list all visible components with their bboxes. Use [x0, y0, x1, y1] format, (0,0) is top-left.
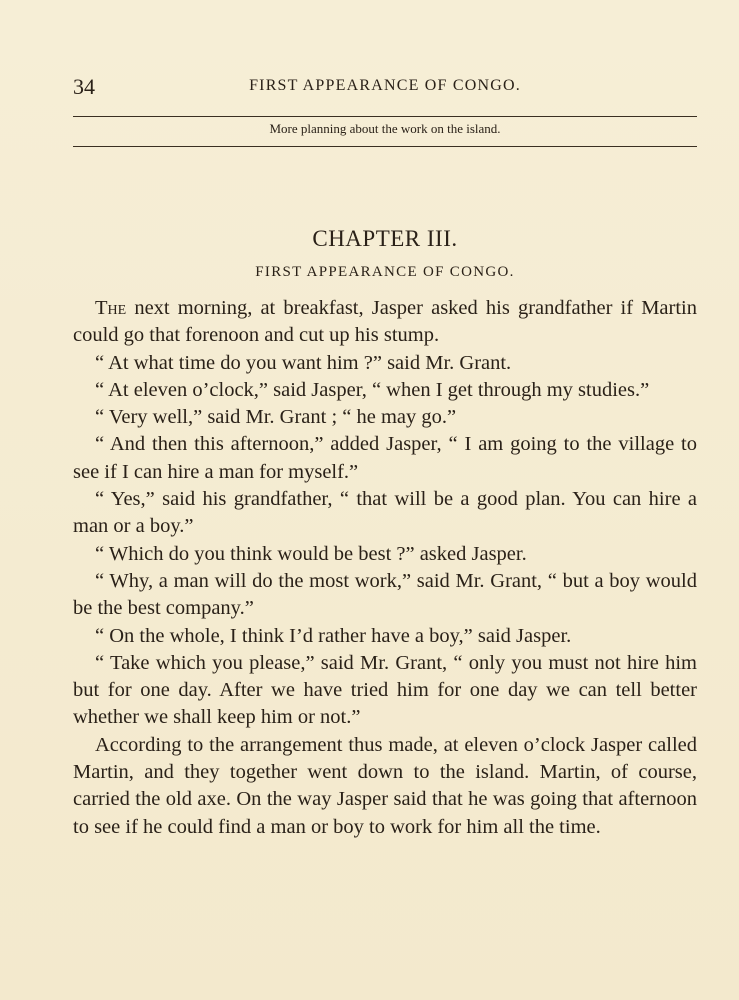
- paragraph: “ Yes,” said his grandfather, “ that will be a good plan. You can hire a man or a boy.”: [73, 488, 697, 538]
- paragraph: [73, 295, 697, 350]
- paragraph: “ Very well,” said Mr. Grant ; “ he may go.”: [95, 406, 457, 429]
- top-rule: [73, 116, 697, 117]
- chapter-body: [73, 295, 697, 841]
- paragraph: “ Which do you think would be best ?” asked Jasper.: [95, 542, 527, 565]
- paragraph: “ Take which you please,” said Mr. Grant, “ only you must not hire him but for one day. After we have tried him for one day we can tell better whether we shall keep him or not.”: [73, 651, 697, 729]
- chapter-title: CHAPTER III.: [312, 226, 458, 251]
- paragraph: “ Why, a man will do the most work,” said Mr. Grant, “ but a boy would be the best company.”: [73, 569, 697, 620]
- paragraph-text: next morning, at breakfast, Jasper asked his grandfather if Martin could go that forenoon and cut up his stump.: [73, 297, 697, 347]
- running-head: [73, 74, 697, 100]
- page-number: 34: [73, 74, 95, 99]
- paragraph: “ On the whole, I think I’d rather have a boy,” said Jasper.: [95, 624, 572, 647]
- paragraph: According to the arrangement thus made, at eleven o’clock Jasper called Martin, and they together went down to the island. Martin, of course, carried the old axe. On the way Jasper said that he was going that afternoon to see if he could find a man or boy to work for him all the time.: [73, 733, 697, 838]
- paragraph: “ And then this afternoon,” added Jasper, “ I am going to the village to see if I can hire a man for myself.”: [73, 433, 697, 483]
- bottom-rule: [73, 146, 697, 147]
- paragraph: “ At what time do you want him ?” said Mr. Grant.: [95, 351, 512, 374]
- subject-line: More planning about the work on the island.: [269, 121, 501, 136]
- paragraph-lead: The: [95, 297, 127, 319]
- chapter-subtitle: FIRST APPEARANCE OF CONGO.: [255, 264, 515, 280]
- paragraph: “ At eleven o’clock,” said Jasper, “ when I get through my studies.”: [95, 378, 650, 401]
- running-title: FIRST APPEARANCE OF CONGO.: [249, 77, 521, 94]
